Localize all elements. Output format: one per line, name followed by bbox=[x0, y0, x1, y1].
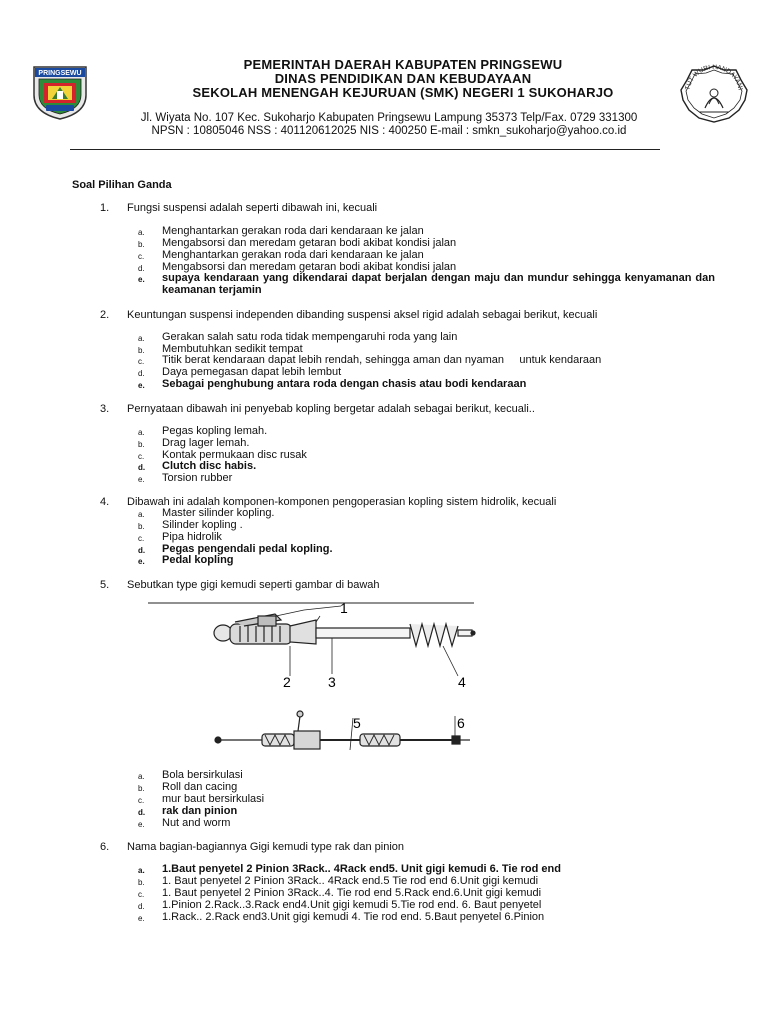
figure-label-2: 2 bbox=[283, 674, 291, 690]
question-number: 1. bbox=[100, 202, 110, 214]
option-letter: d. bbox=[138, 902, 145, 911]
option-text: Gerakan salah satu roda tidak mempengaruhi roda yang lain bbox=[162, 331, 458, 343]
svg-text:TUT WURI HANDAYANI: TUT WURI HANDAYANI bbox=[684, 64, 744, 91]
option-text: Bola bersirkulasi bbox=[162, 769, 243, 781]
option-text: Menghantarkan gerakan roda dari kendaraan ke jalan bbox=[162, 225, 424, 237]
option-letter: c. bbox=[138, 890, 145, 899]
question-number: 5. bbox=[100, 579, 110, 591]
option-letter: b. bbox=[138, 240, 145, 249]
option-letter: e. bbox=[138, 914, 145, 923]
question-text: Pernyataan dibawah ini penyebab kopling bergetar adalah sebagai berikut, kecuali.. bbox=[127, 403, 535, 415]
section-title: Soal Pilihan Ganda bbox=[72, 179, 172, 191]
option-letter: c. bbox=[138, 534, 145, 543]
option-letter: d. bbox=[138, 808, 146, 817]
option-text: Pegas kopling lemah. bbox=[162, 425, 268, 437]
option-text: Torsion rubber bbox=[162, 472, 233, 484]
government-name: PEMERINTAH DAERAH KABUPATEN PRINGSEWU bbox=[243, 57, 563, 72]
figure-label-5: 5 bbox=[353, 715, 361, 731]
option-letter: b. bbox=[138, 440, 145, 449]
option-text: Titik berat kendaraan dapat lebih rendah, sehingga aman dan nyaman untuk kendaraan bbox=[162, 354, 602, 366]
question-number: 6. bbox=[100, 841, 110, 853]
option-text: 1. Baut penyetel 2 Pinion 3Rack..4. Tie rod end 5.Rack end.6.Unit gigi kemudi bbox=[162, 887, 542, 899]
upper-rack-assembly bbox=[214, 606, 475, 676]
option-letter: a. bbox=[138, 334, 145, 343]
option-letter: c. bbox=[138, 252, 145, 261]
option-text: Sebagai penghubung antara roda dengan chasis atau bodi kendaraan bbox=[162, 378, 527, 390]
option-text: Menghantarkan gerakan roda dari kendaraan ke jalan bbox=[162, 249, 424, 261]
option-text: Kontak permukaan disc rusak bbox=[162, 449, 307, 461]
svg-text:PRINGSEWU: PRINGSEWU bbox=[38, 70, 82, 78]
option-text: Master silinder kopling. bbox=[162, 507, 275, 519]
option-letter: a. bbox=[138, 228, 145, 237]
option-text: Silinder kopling . bbox=[162, 519, 243, 531]
school-name: SEKOLAH MENENGAH KEJURUAN (SMK) NEGERI 1 SUKOHARJO bbox=[192, 85, 614, 100]
question-number: 3. bbox=[100, 403, 110, 415]
option-letter: c. bbox=[138, 796, 145, 805]
option-text: Pedal kopling bbox=[162, 554, 234, 566]
option-text: Nut and worm bbox=[162, 817, 231, 829]
option-text: 1.Baut penyetel 2 Pinion 3Rack.. 4Rack end5. Unit gigi kemudi 6. Tie rod end bbox=[162, 863, 561, 875]
question-number: 2. bbox=[100, 309, 110, 321]
option-text: Daya pemegasan dapat lebih lembut bbox=[162, 366, 342, 378]
option-text: rak dan pinion bbox=[162, 805, 238, 817]
question-text: Keuntungan suspensi independen dibanding suspensi aksel rigid adalah sebagai berikut, kecuali bbox=[127, 309, 598, 321]
question-text: Nama bagian-bagiannya Gigi kemudi type rak dan pinion bbox=[127, 841, 405, 853]
department-name: DINAS PENDIDIKAN DAN KEBUDAYAAN bbox=[274, 71, 532, 86]
option-text: Membutuhkan sedikit tempat bbox=[162, 343, 303, 355]
figure-label-3: 3 bbox=[328, 674, 336, 690]
question-text: Dibawah ini adalah komponen-komponen pengoperasian kopling sistem hidrolik, kecuali bbox=[127, 496, 557, 508]
figure-label-6: 6 bbox=[457, 715, 465, 731]
steering-gear-figure bbox=[140, 596, 490, 764]
option-text: 1. Baut penyetel 2 Pinion 3Rack.. 4Rack end.5 Tie rod end 6.Unit gigi kemudi bbox=[162, 875, 539, 887]
option-text: Mengabsorsi dan meredam getaran bodi akibat kondisi jalan bbox=[162, 261, 457, 273]
option-letter: a. bbox=[138, 772, 145, 781]
option-letter: e. bbox=[138, 557, 145, 566]
option-text: mur baut bersirkulasi bbox=[162, 793, 265, 805]
option-letter: e. bbox=[138, 381, 145, 390]
question-text: Sebutkan type gigi kemudi seperti gambar di bawah bbox=[127, 579, 380, 591]
option-letter: a. bbox=[138, 510, 145, 519]
option-text: Drag lager lemah. bbox=[162, 437, 250, 449]
option-text: Roll dan cacing bbox=[162, 781, 238, 793]
figure-label-1: 1 bbox=[340, 600, 348, 616]
option-text: Clutch disc habis. bbox=[162, 460, 257, 472]
option-letter: e. bbox=[138, 820, 145, 829]
option-text: supaya kendaraan yang dikendarai dapat berjalan dengan maju dan mundur sehingga kenyamanan dan keamanan terjamin bbox=[162, 272, 715, 296]
option-text: Pegas pengendali pedal kopling. bbox=[162, 543, 333, 555]
tut-wuri-handayani-logo bbox=[679, 64, 749, 124]
option-text: Pipa hidrolik bbox=[162, 531, 222, 543]
lower-rack-assembly bbox=[215, 711, 470, 750]
question-number: 4. bbox=[100, 496, 110, 508]
option-letter: a. bbox=[138, 428, 145, 437]
option-text: Mengabsorsi dan meredam getaran bodi akibat kondisi jalan bbox=[162, 237, 457, 249]
option-letter: e. bbox=[138, 275, 145, 284]
option-letter: b. bbox=[138, 346, 145, 355]
option-letter: d. bbox=[138, 264, 145, 273]
option-letter: e. bbox=[138, 475, 145, 484]
header-divider bbox=[70, 149, 660, 150]
question-text: Fungsi suspensi adalah seperti dibawah ini, kecuali bbox=[127, 202, 378, 214]
option-letter: d. bbox=[138, 463, 146, 472]
school-identifiers: NPSN : 10805046 NSS : 401120612025 NIS : 400250 E-mail : smkn_sukoharjo@yahoo.co.id bbox=[151, 125, 627, 137]
option-letter: d. bbox=[138, 369, 145, 378]
option-letter: c. bbox=[138, 452, 145, 461]
option-letter: c. bbox=[138, 357, 145, 366]
option-letter: b. bbox=[138, 878, 145, 887]
option-letter: a. bbox=[138, 866, 145, 875]
option-letter: d. bbox=[138, 546, 146, 555]
letterhead-address bbox=[100, 112, 678, 138]
figure-label-4: 4 bbox=[458, 674, 466, 690]
option-letter: b. bbox=[138, 522, 145, 531]
school-address: Jl. Wiyata No. 107 Kec. Sukoharjo Kabupaten Pringsewu Lampung 35373 Telp/Fax. 0729 331300 bbox=[140, 112, 638, 124]
option-text: 1.Pinion 2.Rack..3.Rack end4.Unit gigi kemudi 5.Tie rod end. 6. Baut penyetel bbox=[162, 899, 542, 911]
option-letter: b. bbox=[138, 784, 145, 793]
pringsewu-crest-logo bbox=[30, 61, 90, 121]
option-text: 1.Rack.. 2.Rack end3.Unit gigi kemudi 4. Tie rod end. 5.Baut penyetel 6.Pinion bbox=[162, 911, 545, 923]
letterhead-title bbox=[118, 58, 688, 100]
